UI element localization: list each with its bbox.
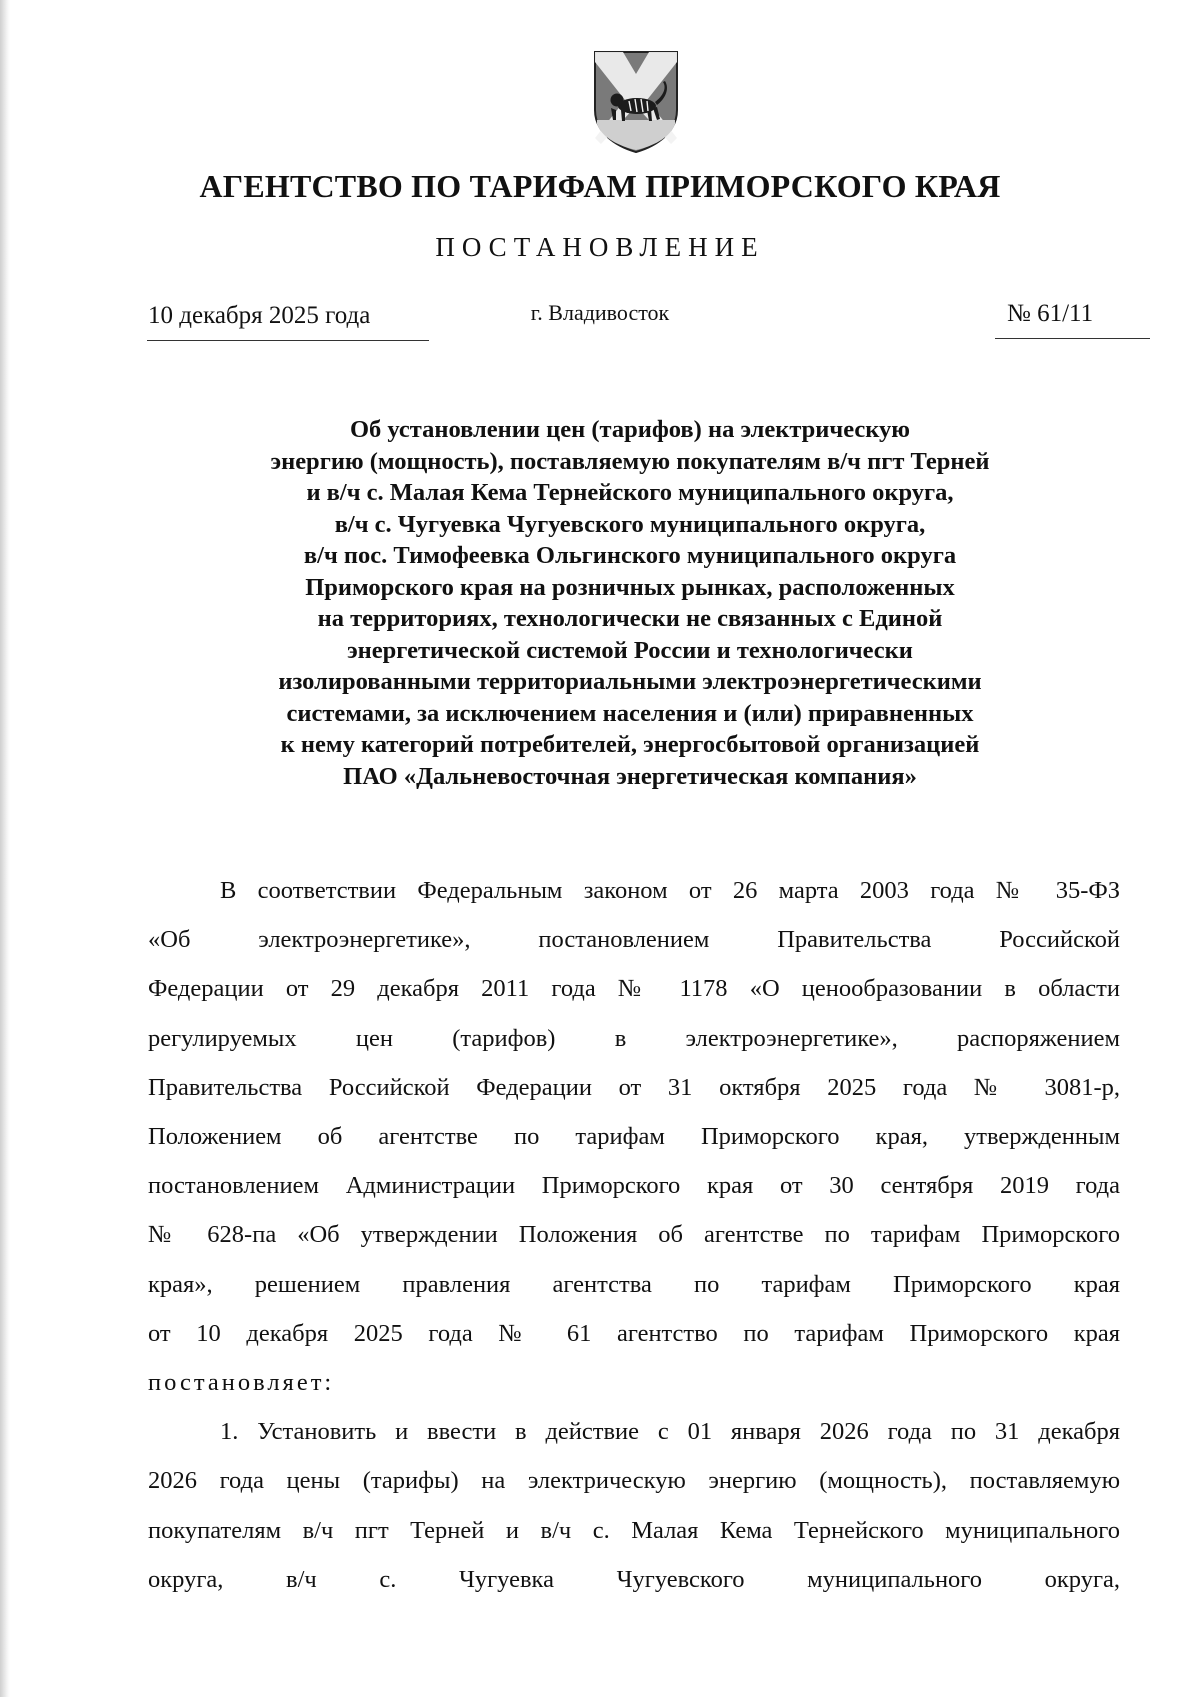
preamble-line: от 10 декабря 2025 года № 61 агентство по тарифам Приморского края: [148, 1319, 1120, 1347]
subject-line: в/ч с. Чугуевка Чугуевского муниципального округа,: [334, 510, 926, 538]
document-number: № 61/11: [1007, 300, 1094, 327]
preamble-line: № 628-па «Об утверждении Положения об агентстве по тарифам Приморского: [148, 1221, 1120, 1249]
subject-line: к нему категорий потребителей, энергосбытовой организацией: [280, 731, 980, 758]
document-body: [148, 866, 1120, 1604]
agency-title: АГЕНТСТВО ПО ТАРИФАМ ПРИМОРСКОГО КРАЯ: [199, 168, 1001, 204]
preamble-line: края», решением правления агентства по тарифам Приморского края: [148, 1270, 1120, 1298]
resolves-word: постановляет:: [148, 1369, 335, 1397]
document-type: ПОСТАНОВЛЕНИЕ: [435, 232, 765, 262]
date-underline: [147, 340, 429, 341]
subject-line: на территориях, технологически не связанных с Единой: [317, 605, 943, 632]
document-city: г. Владивосток: [530, 300, 670, 325]
document-subject: [150, 414, 1110, 792]
preamble-line: Правительства Российской Федерации от 31 октября 2025 года № 3081-р,: [148, 1073, 1120, 1101]
item-1-line: округа, в/ч с. Чугуевка Чугуевского муниципального округа,: [148, 1565, 1120, 1593]
subject-line: изолированными территориальными электроэнергетическими: [278, 668, 982, 695]
coat-of-arms-icon: [591, 48, 681, 154]
subject-line: энергетической системой России и технологически: [347, 636, 913, 664]
subject-line: системами, за исключением населения и (или) приравненных: [286, 699, 974, 727]
subject-line: в/ч пос. Тимофеевка Ольгинского муниципального округа: [303, 542, 957, 569]
preamble-line: «Об электроэнергетике», постановлением Правительства Российской: [148, 926, 1120, 954]
subject-line: и в/ч с. Малая Кема Тернейского муниципального округа,: [306, 479, 954, 506]
item-1-line: 1. Установить и ввести в действие с 01 января 2026 года по 31 декабря: [220, 1418, 1120, 1446]
preamble-line: Положением об агентстве по тарифам Приморского края, утвержденным: [148, 1123, 1120, 1151]
document-date: 10 декабря 2025 года: [148, 302, 371, 329]
number-underline: [995, 338, 1150, 339]
item-1-line: 2026 года цены (тарифы) на электрическую энергию (мощность), поставляемую: [148, 1467, 1120, 1495]
preamble-line: постановлением Администрации Приморского края от 30 сентября 2019 года: [148, 1172, 1120, 1200]
preamble-line: Федерации от 29 декабря 2011 года № 1178 «О ценообразовании в области: [148, 975, 1120, 1003]
preamble-line: В соответствии Федеральным законом от 26 марта 2003 года № 35-ФЗ: [220, 877, 1120, 904]
subject-line: Об установлении цен (тарифов) на электрическую: [349, 416, 911, 443]
subject-line: Приморского края на розничных рынках, расположенных: [305, 573, 955, 601]
subject-line: энергию (мощность), поставляемую покупателям в/ч пгт Терней: [270, 447, 990, 475]
preamble-line: регулируемых цен (тарифов) в электроэнергетике», распоряжением: [148, 1024, 1120, 1052]
item-1-line: покупателям в/ч пгт Терней и в/ч с. Малая Кема Тернейского муниципального: [148, 1516, 1120, 1544]
subject-line: ПАО «Дальневосточная энергетическая компания»: [343, 762, 917, 790]
